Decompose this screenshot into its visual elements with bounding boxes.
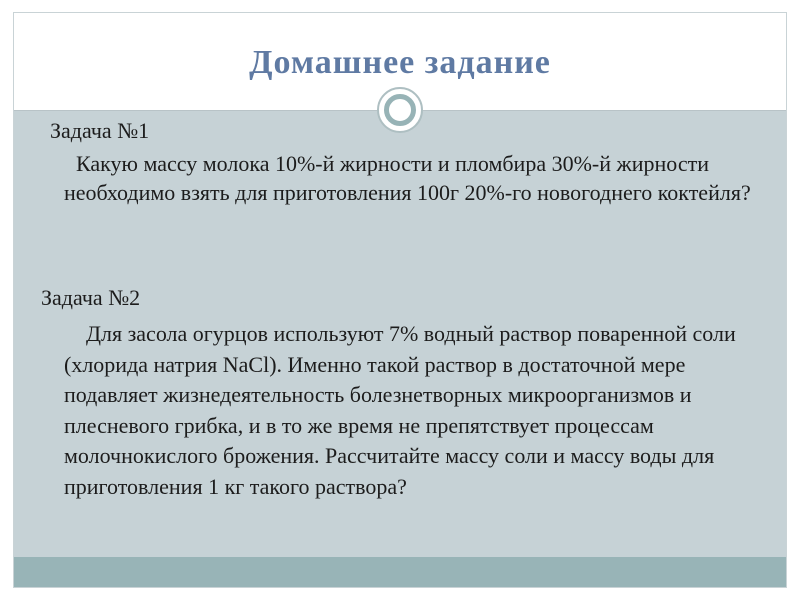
- task2-label: Задача №2: [41, 285, 141, 310]
- task2-text: Для засола огурцов используют 7% водный раствор поваренной соли (хлорида натрия NaCl). Именно такой раствор в достаточной мере подавляет жизнедеятельность болезнетворных микроорганизмов и плесневого грибка, и в то же время не препятствует процессам молочнокислого брожения. Рассчитайте массу соли и массу воды для приготовления 1 кг такого раствора?: [64, 321, 736, 499]
- slide-title: Домашнее задание: [249, 44, 551, 81]
- task1-label: Задача №1: [50, 118, 150, 143]
- circle-ornament-ring: [384, 94, 416, 126]
- circle-ornament-icon: [377, 87, 423, 133]
- bottom-band: [14, 557, 786, 587]
- task1-text: Какую массу молока 10%-й жирности и пломбира 30%-й жирности необходимо взять для приготовления 100г 20%-го новогоднего коктейля?: [64, 151, 751, 205]
